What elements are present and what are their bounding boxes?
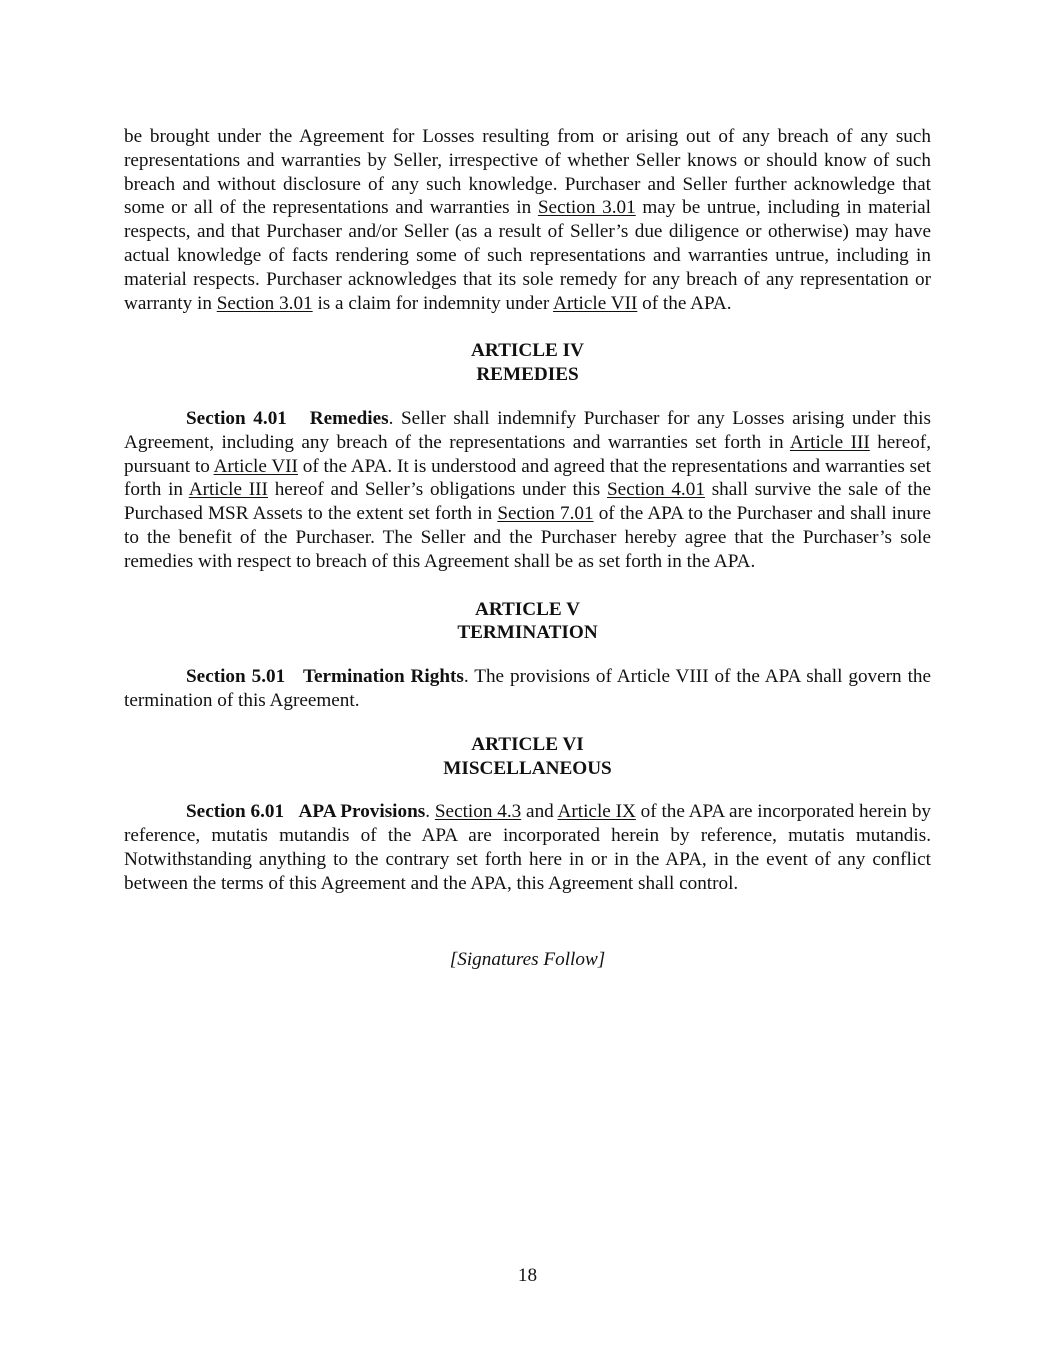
section-5-01-paragraph (124, 665, 931, 713)
text-run: of the APA. (637, 292, 732, 314)
section-5-01-title: Termination Rights (302, 666, 464, 688)
text-run: . (425, 801, 435, 823)
article-5-number: ARTICLE V (474, 598, 581, 620)
article-reference: Article III (188, 479, 268, 501)
article-reference: Article III (789, 431, 870, 453)
text-run: . The provisions of Article VIII of the APA shall govern the termination of this Agreement. (124, 666, 932, 711)
section-5-01-label: Section 5.01 (186, 666, 286, 688)
article-4-number: ARTICLE IV (471, 340, 584, 362)
section-reference: Section 4.01 (607, 479, 705, 501)
text-run: of the APA to the Purchaser and shall inure to the benefit of the Purchaser. The Seller and the Purchaser hereby agree that the Purchaser’s sole remedies with respect to breach of this Agreement shall be as set forth in the APA. (124, 503, 932, 572)
section-4-01-paragraph (124, 407, 931, 574)
text-run: of the APA. It is understood and agreed that the representations and warranties set forth in (124, 455, 931, 501)
section-4-01-title: Remedies (309, 407, 389, 429)
text-run: and (521, 801, 558, 823)
article-reference: Article VII (552, 292, 638, 314)
text-run: . Seller shall indemnify Purchaser for any Losses arising under this Agreement, including any breach of the representations and warranties set forth in (124, 407, 931, 453)
text-run: hereof, pursuant to (124, 431, 931, 477)
text-run: hereof and Seller’s obligations under this (267, 479, 608, 501)
section-4-01-label: Section 4.01 (186, 407, 287, 429)
article-6-title: MISCELLANEOUS (443, 757, 612, 779)
section-6-01-label: Section 6.01 (186, 801, 285, 823)
text-run: be brought under the Agreement for Losses resulting from or arising out of any breach of any such representations and warranties by Seller, irrespective of whether Seller knows or should know of such breach and without disclosure of any such knowledge. Purchaser and Seller further acknowledge that some or all of the representations and warranties in (124, 126, 931, 219)
section-6-01-paragraph (124, 800, 931, 895)
text-run: of the APA are incorporated herein by reference, mutatis mutandis of the APA are incorporated herein by reference, mutatis mutandis. Notwithstanding anything to the contrary set forth here in or in the APA, in the event of any conflict between the terms of this Agreement and the APA, this Agreement shall control. (124, 801, 932, 894)
section-reference: Section 3.01 (537, 197, 636, 219)
article-reference: Article IX (557, 801, 636, 823)
intro-paragraph (124, 125, 931, 315)
document-page (124, 125, 931, 971)
article-reference: Article VII (213, 455, 298, 477)
text-run: may be untrue, including in material respects, and that Purchaser and/or Seller (as a result of Seller’s due diligence or otherwise) may have actual knowledge of facts rendering some of such representations and warranties untrue, including in material respects. Purchaser acknowledges that its sole remedy for any breach of any representation or warranty in (124, 197, 931, 314)
section-6-01-title: APA Provisions (298, 801, 426, 823)
section-reference: Section 7.01 (497, 503, 594, 525)
section-reference: Section 4.3 (434, 801, 522, 823)
article-6-number: ARTICLE VI (471, 733, 584, 755)
section-reference: Section 3.01 (216, 292, 313, 314)
text-run: shall survive the sale of the Purchased MSR Assets to the extent set forth in (124, 479, 931, 525)
article-4-title: REMEDIES (476, 364, 579, 386)
text-run: is a claim for indemnity under (312, 292, 553, 314)
signatures-follow-note: [Signatures Follow] (449, 948, 606, 970)
page-number: 18 (517, 1265, 538, 1286)
article-5-title: TERMINATION (457, 622, 598, 644)
